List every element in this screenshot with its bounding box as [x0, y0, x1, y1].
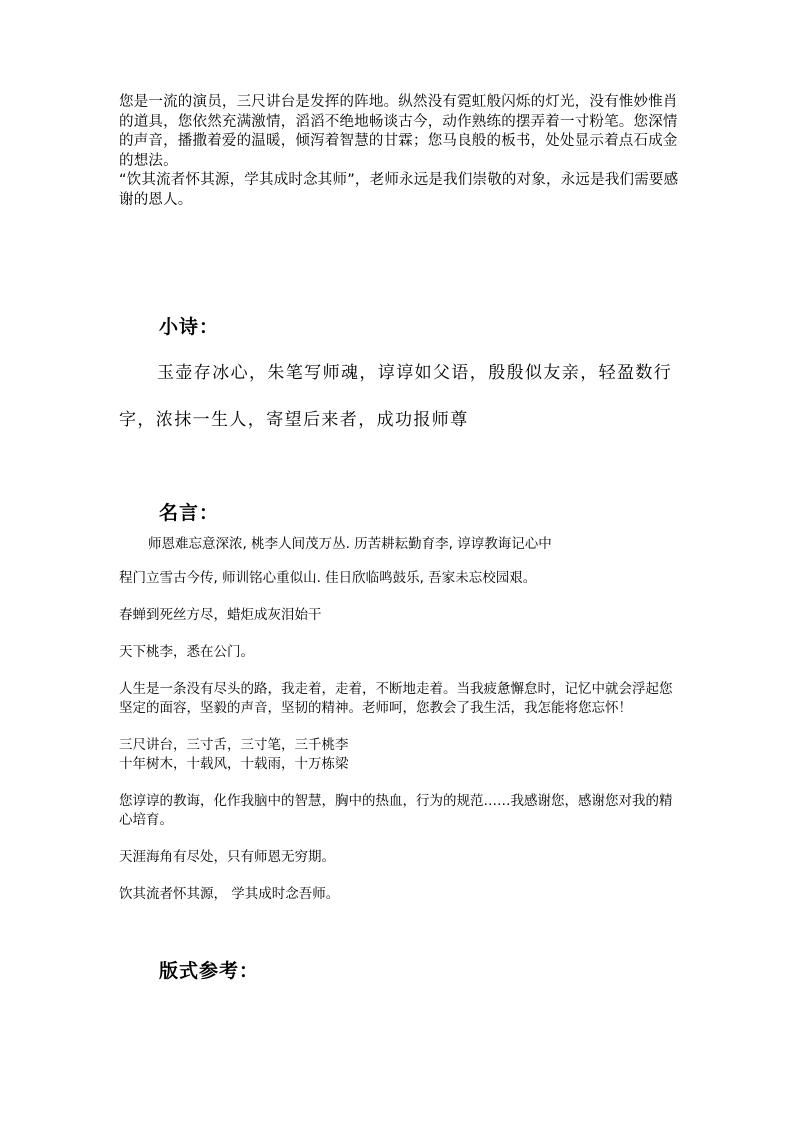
quote-line: 师恩难忘意深浓, 桃李人间茂万丛. 历苦耕耘勤育李, 谆谆教诲记心中 [148, 536, 552, 552]
quote-line: 程门立雪古今传, 师训铭心重似山. 佳日欣临鸣鼓乐, 吾家未忘校园艰。 [119, 570, 537, 586]
quotes-list [119, 535, 679, 922]
quote-line: 三尺讲台，三寸舌，三寸笔，三千桃李 [119, 737, 349, 753]
quote-line: 饮其流者怀其源， 学其成时念吾师。 [119, 886, 340, 902]
intro-paragraph: “饮其流者怀其源，学其成时念其师”，老师永远是我们崇敬的对象，永远是我们需要感谢的恩人。 [119, 172, 679, 208]
quote-line: 人生是一条没有尽头的路，我走着，走着，不断地走着。当我疲惫懈怠时，记忆中就会浮起您坚定的面容，坚毅的声音，坚韧的精神。老师呵，您教会了我生活，我怎能将您忘怀！ [119, 681, 673, 716]
poem-text: 玉壶存冰心，朱笔写师魂，谆谆如父语，殷殷似友亲，轻盈数行字，浓抹一生人，寄望后来者，成功报师尊 [119, 363, 673, 430]
quote-item [119, 680, 679, 718]
poem-heading: 小诗： [159, 316, 220, 338]
quote-line: 春蝉到死丝方尽，蜡炬成灰泪始干 [119, 607, 322, 623]
layout-reference-heading: 版式参考： [159, 960, 260, 982]
quotes-heading: 名言： [159, 502, 220, 524]
quote-item [119, 535, 679, 554]
quote-line: 天下桃李，悉在公门。 [119, 644, 254, 660]
quote-item [119, 885, 679, 904]
quote-item [119, 848, 679, 867]
intro-paragraph: 您是一流的演员，三尺讲台是发挥的阵地。纵然没有霓虹般闪烁的灯光，没有惟妙惟肖的道具，您依然充满激情，滔滔不绝地畅谈古今，动作熟练的摆弄着一寸粉笔。您深情的声音，播撒着爱的温暖，倾泻着智慧的甘霖；您马良般的板书，处处显示着点石成金的想法。 [119, 94, 678, 169]
quote-item [119, 569, 679, 588]
quote-line: 您谆谆的教诲，化作我脑中的智慧，胸中的热血，行为的规范……我感谢您，感谢您对我的精心培育。 [119, 793, 673, 828]
quote-item [119, 643, 679, 662]
quote-line: 天涯海角有尽处，只有师恩无穷期。 [119, 849, 335, 865]
quote-item [119, 736, 679, 774]
quote-item [119, 606, 679, 625]
quote-line: 十年树木，十载风，十载雨，十万栋梁 [119, 756, 349, 772]
intro-section [119, 93, 679, 210]
quote-item [119, 792, 679, 830]
